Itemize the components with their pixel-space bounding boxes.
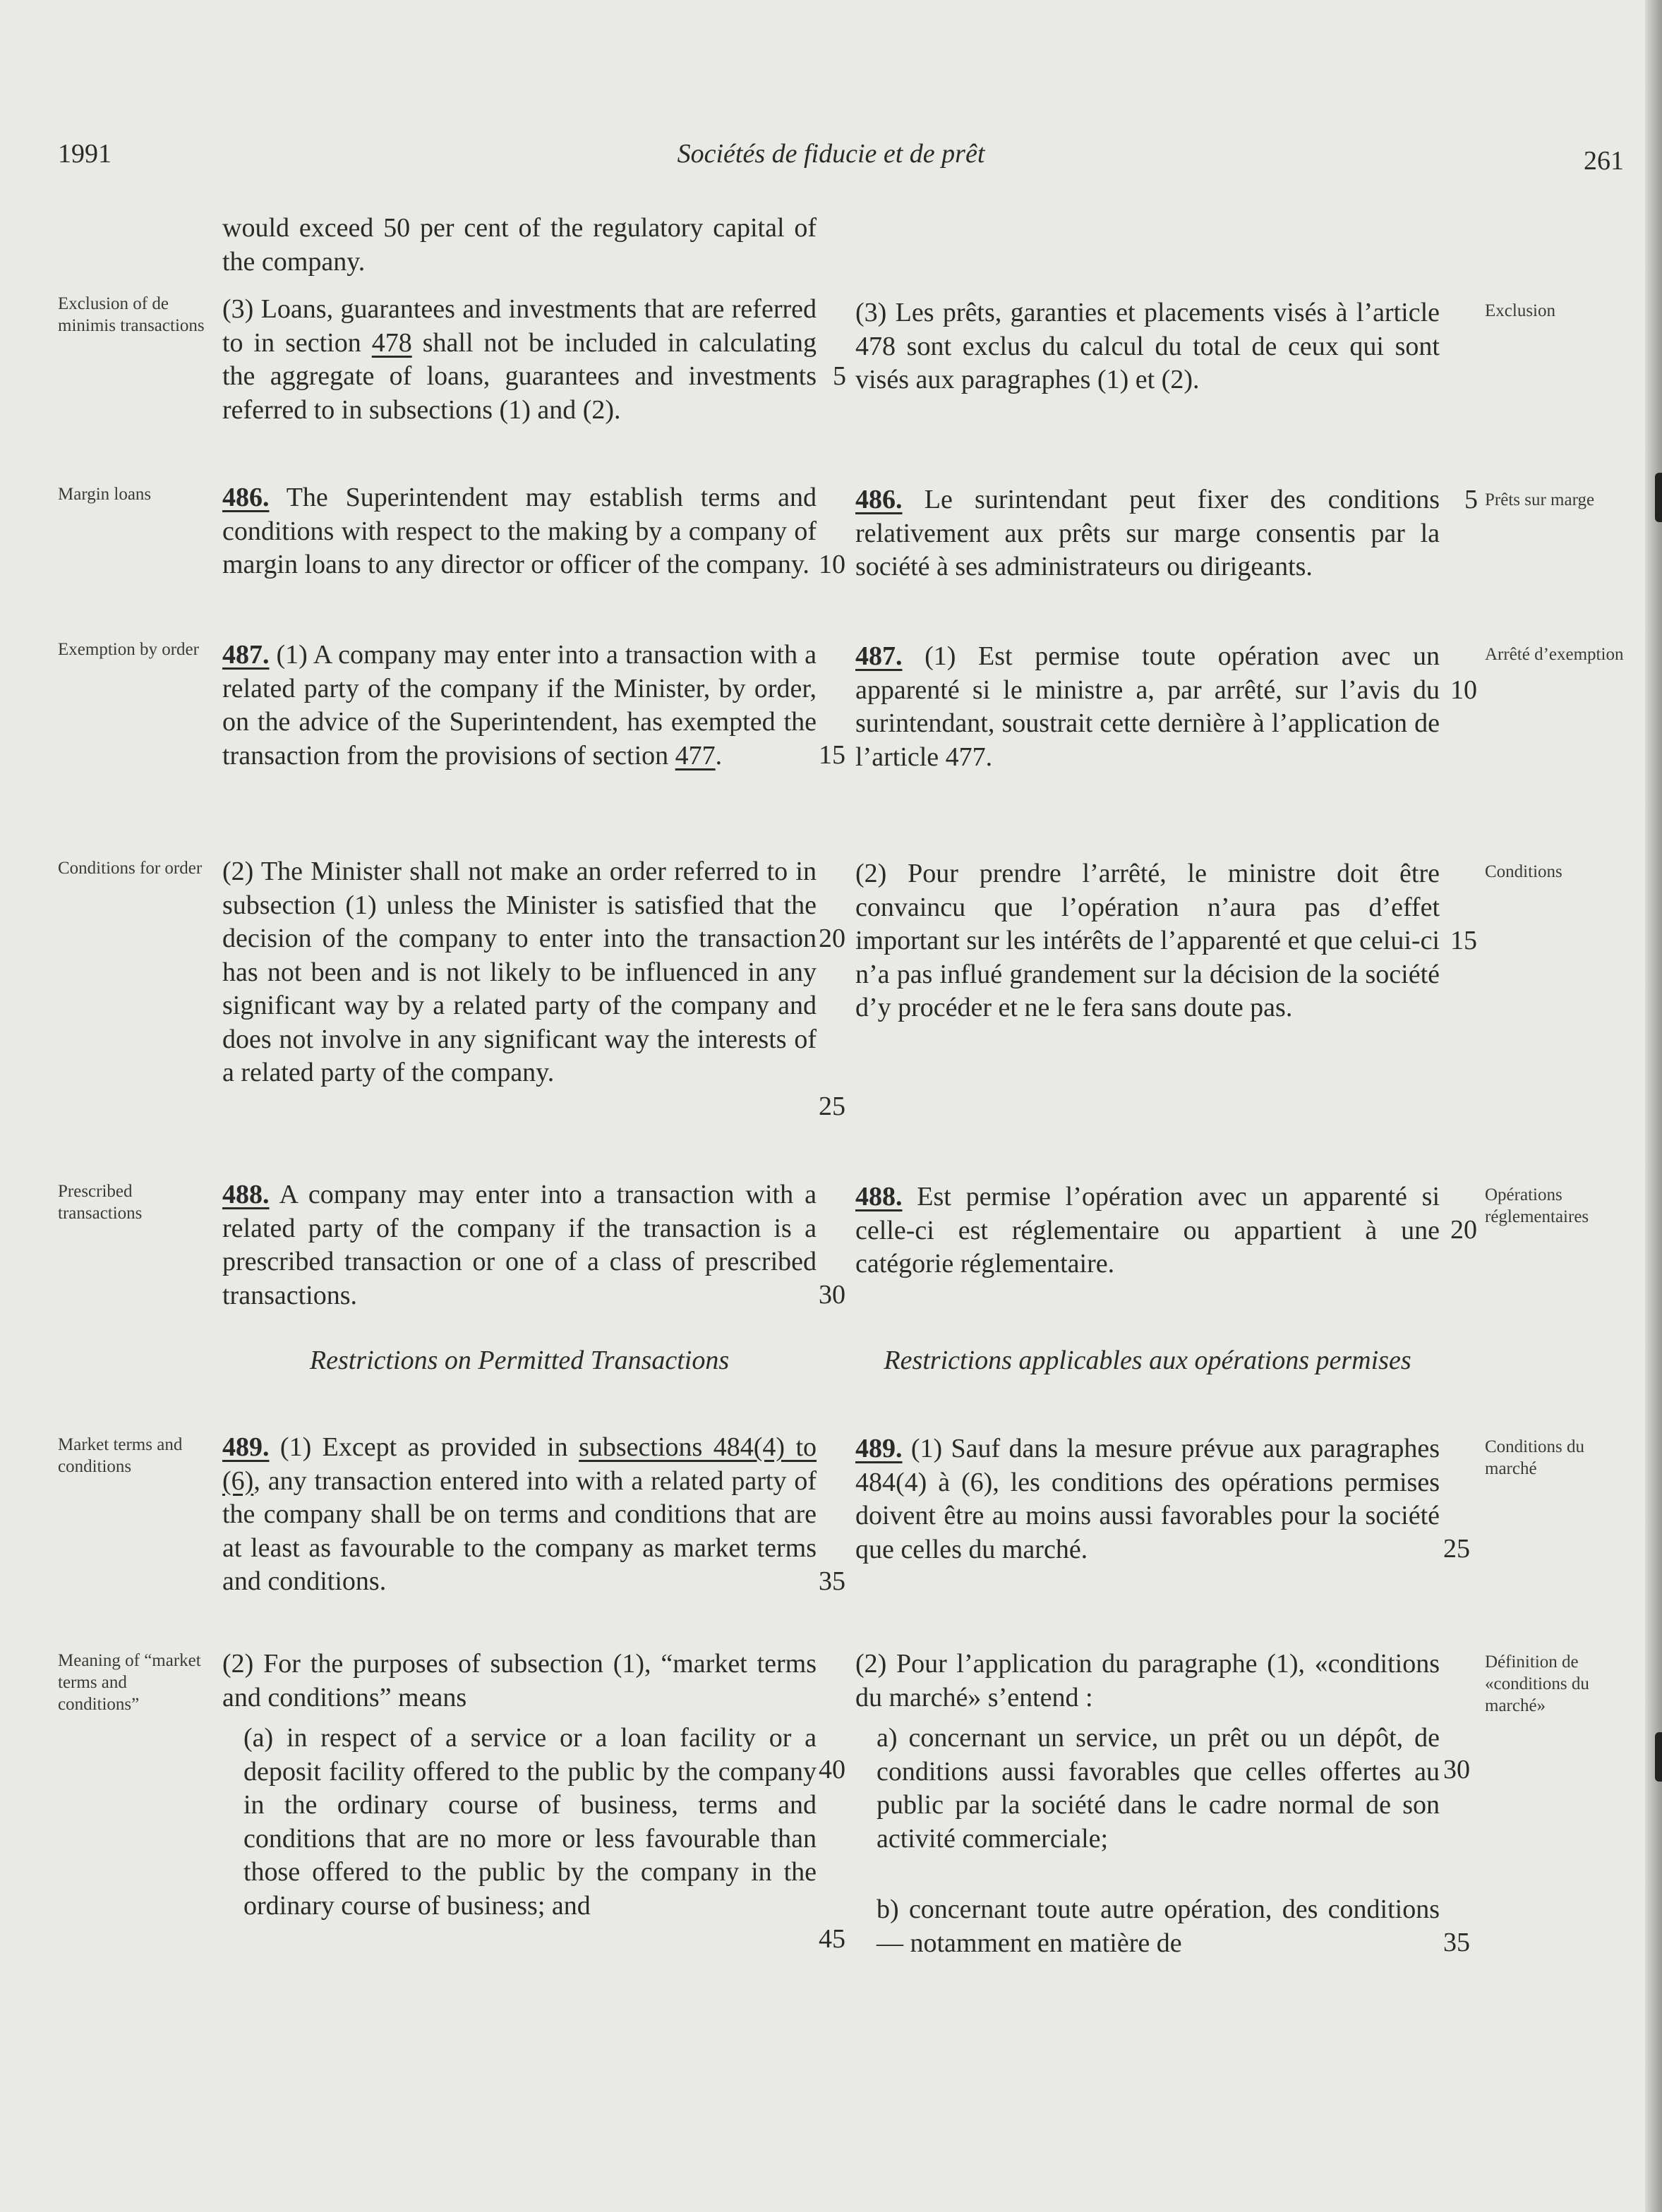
section-number: 488. [222,1180,270,1209]
fr-section-489 [855,1432,1440,1566]
en-section-ref: 477 [675,740,716,770]
fr-heading: Restrictions applicables aux opérations permises [884,1346,1411,1375]
fr-paragraph-489-2-b: b) concernant toute autre opération, des conditions — notamment en matière de [877,1894,1440,1958]
line-number: 35 [1443,1928,1470,1957]
en-paragraph-489-2-a: (a) in respect of a service or a loan facility or a deposit facility offered to the public by the company in the ordinary course of business, terms and conditions that are no more or less favourable than those offered to the public by the company in the ordinary course of business; and [243,1723,817,1921]
line-number: 25 [1443,1534,1470,1564]
line-number: 20 [819,924,845,953]
fr-section-487 [855,640,1440,774]
line-number: 10 [1450,675,1477,705]
marginal-note-en: Exemption by order [58,640,199,659]
en-section-ref: 478 [371,327,412,358]
page-year: 1991 [58,139,112,169]
page-edge [1645,0,1662,2212]
page-number: 261 [1584,146,1624,176]
en-section-488 [222,1178,817,1312]
section-number: 487. [855,641,903,671]
fr-subsection-489-2: (2) Pour l’application du paragraphe (1), «conditions du marché» s’entend : [855,1649,1440,1712]
en-section-487 [222,639,817,773]
en-text: (1) A company may enter into a transaction with a related party of the company if the Minister, by order, on the advice of the Superintendent, has exempted the transaction from the provisions of section [222,640,817,770]
en-text: . [715,740,723,770]
marginal-note-en: Conditions for order [58,859,203,878]
line-number: 25 [819,1092,845,1121]
fr-text: Est permise l’opération avec un apparenté si celle-ci est réglementaire ou appartient à une catégorie réglementaire. [855,1182,1440,1279]
section-number: 488. [855,1182,903,1211]
en-text: A company may enter into a transaction with a related party of the company if the transaction is a prescribed transaction or one of a class of prescribed transactions. [222,1180,817,1310]
binding-mark [1655,1732,1662,1782]
line-number: 45 [819,1924,845,1954]
section-number: 486. [855,485,903,514]
marginal-note-fr: Exclusion [1485,301,1555,320]
fr-section-488 [855,1180,1440,1281]
section-number: 489. [855,1434,903,1463]
marginal-note-fr: Opérations réglementaires [1485,1185,1589,1226]
line-number: 15 [819,740,845,770]
fr-section-486 [855,483,1440,584]
section-number: 489. [222,1432,270,1462]
section-number: 487. [222,640,270,670]
marginal-note-fr: Conditions du marché [1485,1437,1584,1478]
page-title: Sociétés de fiducie et de prêt [677,139,985,169]
en-text: shall not be included in calculating the aggregate of loans, guarantees and investments referred to in subsections (1) and (2). [222,327,817,425]
fr-subsection-487-2: (2) Pour prendre l’arrêté, le ministre doit être convaincu que l’opération n’aura pas d’effet important sur les intérêts de l’apparenté et que celui-ci n’a pas influé grandement sur la décision de la société d’y procéder et ne le fera sans doute pas. [855,859,1440,1022]
marginal-note-fr: Conditions [1485,862,1562,881]
line-number: 30 [1443,1755,1470,1784]
fr-subsection-486-3: (3) Les prêts, garanties et placements visés à l’article 478 sont exclus du calcul du total de ceux qui sont visés aux paragraphes (1) et (2). [855,298,1440,394]
marginal-note-fr: Prêts sur marge [1485,490,1595,509]
line-number: 40 [819,1755,845,1784]
en-text: The Superintendent may establish terms and conditions with respect to the making by a company of margin loans to any director or officer of the company. [222,483,817,579]
marginal-note-en: Prescribed transactions [58,1182,143,1223]
line-number: 5 [833,361,846,391]
line-number: 20 [1450,1215,1477,1245]
fr-text: (1) Est permise toute opération avec un apparenté si le ministre a, par arrêté, sur l’avis du surintendant, soustrait cette dernière à l’application de l’article 477. [855,641,1440,772]
en-subsection-486-3 [222,293,817,427]
en-text: (3) Loans, guarantees and investments that are referred to in section [222,294,817,358]
binding-mark [1655,473,1662,522]
en-continuation: would exceed 50 per cent of the regulatory capital of the company. [222,213,817,277]
fr-text: (1) Sauf dans la mesure prévue aux paragraphes 484(4) à (6), les conditions des opérations permises doivent être au moins aussi favorables pour la société que celles du marché. [855,1434,1440,1564]
en-text: , any transaction entered into with a related party of the company shall be on terms and conditions that are at least as favourable to the company as market terms and conditions. [222,1465,817,1596]
marginal-note-en: Exclusion of de minimis transactions [58,294,205,335]
marginal-note-en: Market terms and conditions [58,1435,183,1476]
line-number: 15 [1450,926,1477,955]
en-section-486 [222,481,817,582]
en-section-ref: subsections 484(4) to (6) [222,1432,817,1496]
en-subsection-487-2: (2) The Minister shall not make an order referred to in subsection (1) unless the Minister is satisfied that the decision of the company to enter into the transaction has not been and is not likely to be influenced in any significant way by a related party of the company and does not involve in any significant way the interests of a related party of the company. [222,857,817,1087]
en-heading: Restrictions on Permitted Transactions [309,1346,730,1375]
en-section-489 [222,1431,817,1599]
line-number: 5 [1464,485,1478,514]
fr-paragraph-489-2-a: a) concernant un service, un prêt ou un dépôt, de conditions aussi favorables que celles offertes au public par la société dans le cadre normal de son activité commerciale; [877,1723,1440,1854]
section-number: 486. [222,483,270,512]
en-subsection-489-2: (2) For the purposes of subsection (1), “market terms and conditions” means [222,1649,817,1712]
marginal-note-fr: Définition de «conditions du marché» [1485,1652,1589,1715]
line-number: 30 [819,1280,845,1310]
line-number: 35 [819,1566,845,1596]
marginal-note-en: Margin loans [58,485,152,504]
fr-text: Le surintendant peut fixer des conditions relativement aux prêts sur marge consentis par la société à ses administrateurs ou dirigeants. [855,485,1440,581]
line-number: 10 [819,550,845,579]
marginal-note-fr: Arrêté d’exemption [1485,645,1624,664]
en-text: (1) Except as provided in [269,1432,579,1462]
marginal-note-en: Meaning of “market terms and conditions” [58,1651,201,1714]
